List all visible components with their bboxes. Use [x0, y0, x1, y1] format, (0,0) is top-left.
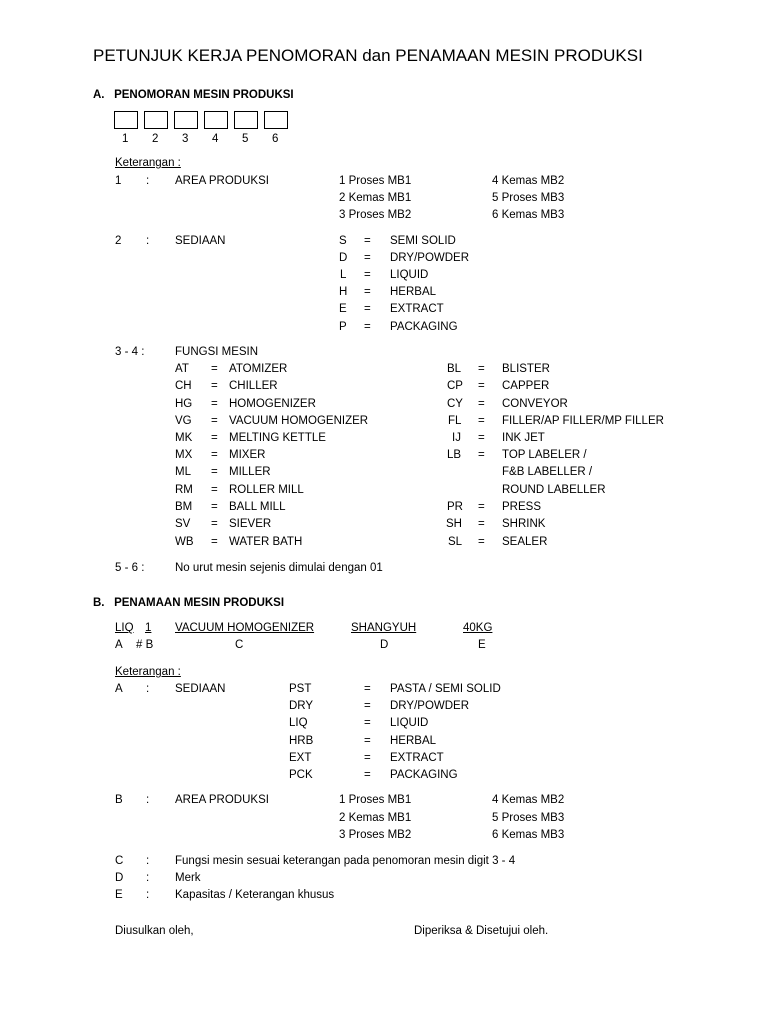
b-sediaan-name: HERBAL: [390, 735, 437, 747]
fungsi-eq: =: [478, 380, 485, 392]
fungsi-eq: =: [478, 449, 485, 461]
sediaan-code: H: [339, 286, 348, 298]
example-letter-d: D: [380, 639, 389, 651]
fungsi-name: CHILLER: [229, 380, 278, 392]
b-sediaan-name: LIQUID: [390, 717, 429, 729]
sediaan-code: L: [340, 269, 347, 281]
urut-num: 5 - 6 :: [115, 562, 145, 574]
sediaan-label: SEDIAAN: [175, 235, 226, 247]
digit-label-5: 5: [242, 133, 249, 145]
b-sediaan-num: A: [115, 683, 123, 695]
fungsi-code: AT: [175, 363, 189, 375]
sediaan-code: D: [339, 252, 348, 264]
fungsi-name: SHRINK: [502, 518, 546, 530]
fungsi-eq: =: [478, 398, 485, 410]
b-area-colon: :: [146, 794, 150, 806]
fungsi-name: SIEVER: [229, 518, 272, 530]
fungsi-code: PR: [447, 501, 463, 513]
b-sediaan-code: EXT: [289, 752, 312, 764]
section-b-heading: B. PENAMAAN MESIN PRODUKSI: [93, 597, 285, 609]
b-area-item: 6 Kemas MB3: [492, 829, 565, 841]
b-sediaan-code: HRB: [289, 735, 314, 747]
fungsi-code: BM: [175, 501, 193, 513]
fungsi-code: FL: [448, 415, 462, 427]
b-sediaan-code: PCK: [289, 769, 313, 781]
area-item: 4 Kemas MB2: [492, 175, 565, 187]
fungsi-name: ATOMIZER: [229, 363, 288, 375]
sediaan-code: S: [339, 235, 347, 247]
b-area-num: B: [115, 794, 123, 806]
fungsi-eq: =: [478, 518, 485, 530]
b-sediaan-code: PST: [289, 683, 312, 695]
digit-box-2: [144, 111, 168, 129]
fungsi-eq: =: [211, 432, 218, 444]
fungsi-eq: =: [478, 415, 485, 427]
fungsi-code: WB: [175, 536, 194, 548]
digit-label-1: 1: [122, 133, 129, 145]
sediaan-eq: =: [364, 235, 371, 247]
fungsi-name: WATER BATH: [229, 536, 303, 548]
note-num: E: [115, 889, 123, 901]
fungsi-name: ROUND LABELLER: [502, 484, 606, 496]
b-area-label: AREA PRODUKSI: [175, 794, 269, 806]
sediaan-name: LIQUID: [390, 269, 429, 281]
area-item: 6 Kemas MB3: [492, 209, 565, 221]
digit-label-2: 2: [152, 133, 159, 145]
sediaan-code: P: [339, 321, 347, 333]
urut-label: No urut mesin sejenis dimulai dengan 01: [175, 562, 383, 574]
fungsi-name: TOP LABELER /: [502, 449, 587, 461]
keterangan-a: Keterangan :: [115, 157, 181, 169]
fungsi-eq: =: [211, 484, 218, 496]
sediaan-name: SEMI SOLID: [390, 235, 456, 247]
fungsi-name: BALL MILL: [229, 501, 286, 513]
example-area: 1: [145, 622, 152, 634]
b-sediaan-name: PASTA / SEMI SOLID: [390, 683, 501, 695]
b-sediaan-code: LIQ: [289, 717, 308, 729]
digit-label-6: 6: [272, 133, 279, 145]
fungsi-num: 3 - 4 :: [115, 346, 145, 358]
sediaan-num: 2: [115, 235, 122, 247]
fungsi-code: LB: [447, 449, 462, 461]
digit-box-6: [264, 111, 288, 129]
fungsi-eq: =: [211, 380, 218, 392]
fungsi-code: SH: [446, 518, 462, 530]
fungsi-label: FUNGSI MESIN: [175, 346, 259, 358]
example-letter-c: C: [235, 639, 244, 651]
fungsi-code: RM: [175, 484, 193, 496]
fungsi-name: CAPPER: [502, 380, 550, 392]
fungsi-code: MX: [175, 449, 193, 461]
b-area-item: 3 Proses MB2: [339, 829, 412, 841]
b-sediaan-eq: =: [364, 717, 371, 729]
area-colon: :: [146, 175, 150, 187]
b-area-item: 5 Proses MB3: [492, 812, 565, 824]
sediaan-eq: =: [364, 286, 371, 298]
fungsi-eq: =: [478, 536, 485, 548]
area-label: AREA PRODUKSI: [175, 175, 269, 187]
sediaan-eq: =: [364, 252, 371, 264]
fungsi-code: HG: [175, 398, 193, 410]
fungsi-code: ML: [175, 466, 191, 478]
fungsi-code: VG: [175, 415, 192, 427]
digit-box-4: [204, 111, 228, 129]
b-sediaan-name: EXTRACT: [390, 752, 444, 764]
digit-box-3: [174, 111, 198, 129]
digit-label-3: 3: [182, 133, 189, 145]
b-sediaan-name: PACKAGING: [390, 769, 458, 781]
fungsi-code: CH: [175, 380, 192, 392]
b-sediaan-eq: =: [364, 700, 371, 712]
sediaan-colon: :: [146, 235, 150, 247]
note-text: Merk: [175, 872, 201, 884]
sediaan-eq: =: [364, 303, 371, 315]
fungsi-eq: =: [211, 415, 218, 427]
fungsi-name: F&B LABELLER /: [502, 466, 593, 478]
fungsi-name: FILLER/AP FILLER/MP FILLER: [502, 415, 664, 427]
fungsi-name: INK JET: [502, 432, 545, 444]
example-machine: VACUUM HOMOGENIZER: [175, 622, 315, 634]
fungsi-name: MILLER: [229, 466, 271, 478]
note-colon: :: [146, 872, 150, 884]
b-sediaan-eq: =: [364, 752, 371, 764]
b-area-item: 1 Proses MB1: [339, 794, 412, 806]
example-sediaan: LIQ: [115, 622, 134, 634]
b-sediaan-eq: =: [364, 769, 371, 781]
fungsi-eq: =: [211, 501, 218, 513]
fungsi-name: HOMOGENIZER: [229, 398, 316, 410]
sediaan-name: PACKAGING: [390, 321, 458, 333]
section-a-heading: A. PENOMORAN MESIN PRODUKSI: [93, 89, 294, 101]
b-sediaan-label: SEDIAAN: [175, 683, 226, 695]
area-item: 1 Proses MB1: [339, 175, 412, 187]
fungsi-code: CY: [447, 398, 463, 410]
b-area-item: 2 Kemas MB1: [339, 812, 412, 824]
b-area-item: 4 Kemas MB2: [492, 794, 565, 806]
b-sediaan-name: DRY/POWDER: [390, 700, 470, 712]
fungsi-eq: =: [478, 363, 485, 375]
fungsi-code: BL: [447, 363, 462, 375]
b-sediaan-eq: =: [364, 683, 371, 695]
digit-box-5: [234, 111, 258, 129]
example-letter-a: A: [115, 639, 123, 651]
fungsi-name: BLISTER: [502, 363, 550, 375]
sediaan-eq: =: [364, 321, 371, 333]
fungsi-eq: =: [211, 398, 218, 410]
digit-label-4: 4: [212, 133, 219, 145]
sediaan-name: HERBAL: [390, 286, 437, 298]
note-colon: :: [146, 855, 150, 867]
fungsi-name: VACUUM HOMOGENIZER: [229, 415, 369, 427]
sediaan-code: E: [339, 303, 347, 315]
proposed-by: Diusulkan oleh,: [115, 925, 194, 937]
example-letter-b: # B: [136, 639, 154, 651]
area-item: 3 Proses MB2: [339, 209, 412, 221]
sediaan-name: EXTRACT: [390, 303, 444, 315]
fungsi-eq: =: [211, 536, 218, 548]
area-num: 1: [115, 175, 122, 187]
sediaan-eq: =: [364, 269, 371, 281]
b-sediaan-eq: =: [364, 735, 371, 747]
approved-by: Diperiksa & Disetujui oleh.: [414, 925, 549, 937]
fungsi-code: CP: [447, 380, 463, 392]
note-text: Kapasitas / Keterangan khusus: [175, 889, 335, 901]
fungsi-name: CONVEYOR: [502, 398, 568, 410]
fungsi-eq: =: [211, 363, 218, 375]
area-item: 2 Kemas MB1: [339, 192, 412, 204]
digit-box-1: [114, 111, 138, 129]
fungsi-name: SEALER: [502, 536, 548, 548]
keterangan-b: Keterangan :: [115, 666, 181, 678]
fungsi-name: ROLLER MILL: [229, 484, 304, 496]
area-item: 5 Proses MB3: [492, 192, 565, 204]
fungsi-eq: =: [211, 466, 218, 478]
document-title: PETUNJUK KERJA PENOMORAN dan PENAMAAN MESIN PRODUKSI: [93, 46, 643, 65]
fungsi-code: MK: [175, 432, 193, 444]
example-brand: SHANGYUH: [351, 622, 417, 634]
example-capacity: 40KG: [463, 622, 493, 634]
example-letter-e: E: [478, 639, 486, 651]
note-text: Fungsi mesin sesuai keterangan pada penomoran mesin digit 3 - 4: [175, 855, 516, 867]
fungsi-eq: =: [211, 449, 218, 461]
fungsi-eq: =: [478, 432, 485, 444]
note-num: C: [115, 855, 124, 867]
fungsi-code: SL: [448, 536, 463, 548]
b-sediaan-code: DRY: [289, 700, 314, 712]
note-num: D: [115, 872, 124, 884]
fungsi-name: PRESS: [502, 501, 541, 513]
sediaan-name: DRY/POWDER: [390, 252, 470, 264]
fungsi-code: IJ: [452, 432, 461, 444]
fungsi-eq: =: [211, 518, 218, 530]
fungsi-name: MELTING KETTLE: [229, 432, 326, 444]
b-sediaan-colon: :: [146, 683, 150, 695]
note-colon: :: [146, 889, 150, 901]
fungsi-eq: =: [478, 501, 485, 513]
fungsi-name: MIXER: [229, 449, 266, 461]
fungsi-code: SV: [175, 518, 191, 530]
